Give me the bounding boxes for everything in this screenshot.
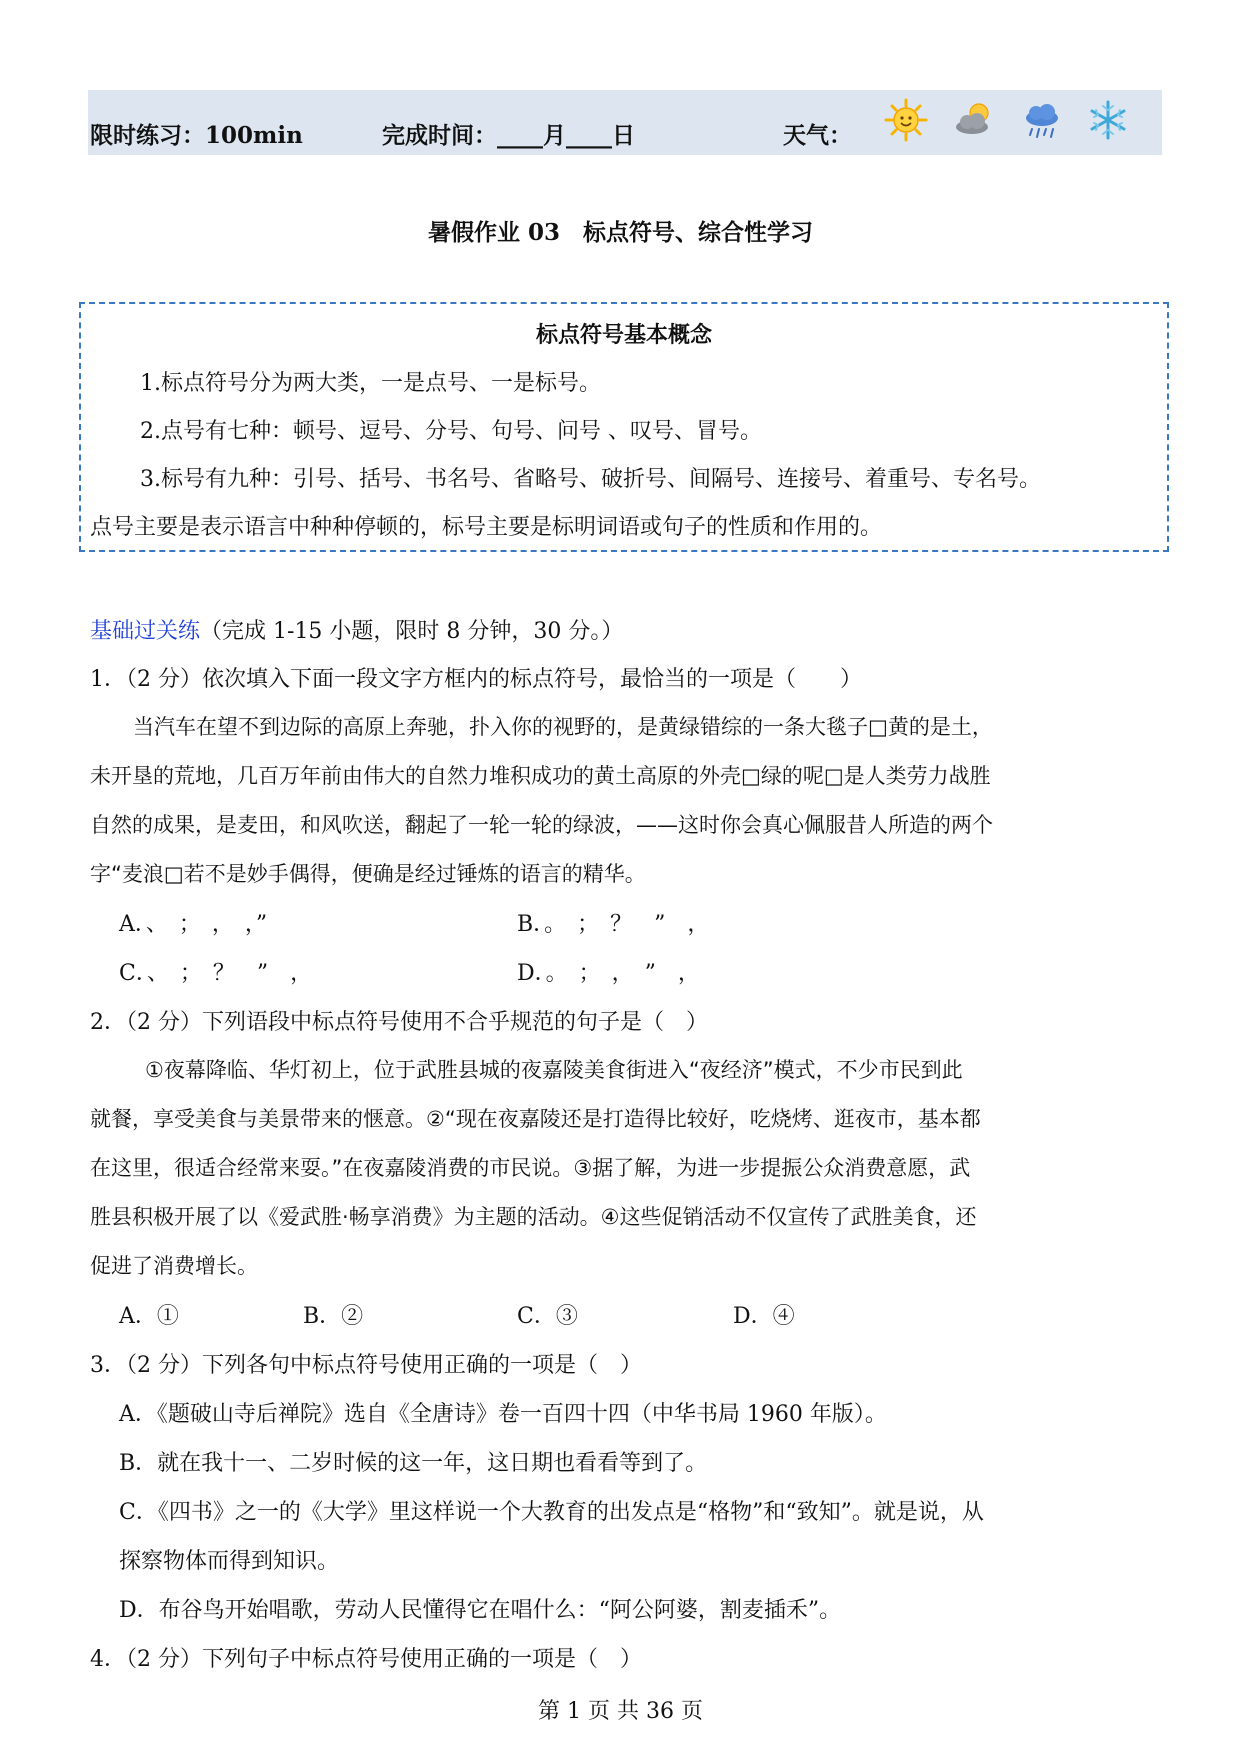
question-2-passage: 促进了消费增长。 xyxy=(90,1254,258,1278)
concept-line: 2.点号有七种：顿号、逗号、分号、句号、问号 、叹号、冒号。 xyxy=(140,419,762,444)
option-c[interactable]: C．、 ； ？ ” ， xyxy=(119,961,313,986)
concept-title: 标点符号基本概念 xyxy=(535,322,712,348)
page-title: 暑假作业 03 标点符号、综合性学习 xyxy=(427,219,813,246)
option-b[interactable]: B．就在我十一、二岁时候的这一年，这日期也看看等到了。 xyxy=(119,1451,708,1476)
question-1-passage: 当汽车在望不到边际的高原上奔驰，扑入你的视野的，是黄绿错综的一条大毯子□黄的是土， xyxy=(133,715,993,739)
option-d[interactable]: D．布谷鸟开始唱歌，劳动人民懂得它在唱什么：“阿公阿婆，割麦插禾”。 xyxy=(119,1598,842,1623)
concept-line: 点号主要是表示语言中种种停顿的，标号主要是标明词语或句子的性质和作用的。 xyxy=(90,515,883,540)
page-footer: 第 1 页 共 36 页 xyxy=(538,1699,703,1724)
option-d[interactable]: D．④ xyxy=(733,1304,795,1329)
question-2-passage: 就餐，享受美食与美景带来的惬意。②“现在夜嘉陵还是打造得比较好，吃烧烤、逛夜市，基本都 xyxy=(90,1107,981,1131)
section-note: （完成 1-15 小题，限时 8 分钟，30 分。） xyxy=(200,619,624,644)
section-header xyxy=(90,614,623,645)
rain-cloud-icon xyxy=(1020,98,1064,142)
option-c[interactable]: C．③ xyxy=(517,1304,578,1329)
question-3-stem: 3．（2 分）下列各句中标点符号使用正确的一项是（ ） xyxy=(90,1353,642,1378)
partly-cloudy-icon xyxy=(952,98,996,142)
completion-date-label: 完成时间：____月____日 xyxy=(382,122,635,149)
question-1-passage: 字“麦浪□若不是妙手偶得，便确是经过锤炼的语言的精华。 xyxy=(90,862,646,886)
question-1-stem: 1．（2 分）依次填入下面一段文字方框内的标点符号，最恰当的一项是（ ） xyxy=(90,667,862,692)
concept-line: 1.标点符号分为两大类，一是点号、一是标号。 xyxy=(140,371,601,396)
question-2-passage: ①夜幕降临、华灯初上，位于武胜县城的夜嘉陵美食街进入“夜经济”模式，不少市民到此 xyxy=(145,1058,963,1082)
option-a[interactable]: A．① xyxy=(119,1304,179,1329)
practice-time-label: 限时练习：100min xyxy=(90,122,303,149)
option-a[interactable]: A．、 ； ， ，” xyxy=(119,912,268,937)
question-2-passage: 在这里，很适合经常来耍。”在夜嘉陵消费的市民说。③据了解，为进一步提振公众消费意愿，武 xyxy=(90,1156,971,1180)
question-1-passage: 未开垦的荒地，几百万年前由伟大的自然力堆积成功的黄土高原的外壳□绿的呢□是人类劳力战胜 xyxy=(90,764,991,788)
question-4-stem: 4．（2 分）下列句子中标点符号使用正确的一项是（ ） xyxy=(90,1647,642,1672)
concept-line: 3.标号有九种：引号、括号、书名号、省略号、破折号、间隔号、连接号、着重号、专名号。 xyxy=(140,467,1041,492)
option-b[interactable]: B．。 ； ？ ” ， xyxy=(517,912,710,937)
section-label: 基础过关练 xyxy=(90,619,201,644)
sun-icon xyxy=(884,98,928,142)
option-d[interactable]: D．。 ； ， ” ， xyxy=(517,961,700,986)
weather-label: 天气： xyxy=(783,122,852,149)
snowflake-icon xyxy=(1086,98,1130,142)
question-2-stem: 2．（2 分）下列语段中标点符号使用不合乎规范的句子是（ ） xyxy=(90,1010,708,1035)
question-1-passage: 自然的成果，是麦田，和风吹送，翻起了一轮一轮的绿波，——这时你会真心佩服昔人所造的两个 xyxy=(90,813,993,837)
question-2-passage: 胜县积极开展了以《爱武胜·畅享消费》为主题的活动。④这些促销活动不仅宣传了武胜美食，还 xyxy=(90,1205,977,1229)
option-b[interactable]: B．② xyxy=(303,1304,364,1329)
option-c-continued: 探察物体而得到知识。 xyxy=(119,1549,340,1574)
option-c[interactable]: C．《四书》之一的《大学》里这样说一个大教育的出发点是“格物”和“致知”。就是说，从 xyxy=(119,1500,984,1525)
option-a[interactable]: A．《题破山寺后禅院》选自《全唐诗》卷一百四十四（中华书局 1960 年版）。 xyxy=(119,1402,887,1427)
